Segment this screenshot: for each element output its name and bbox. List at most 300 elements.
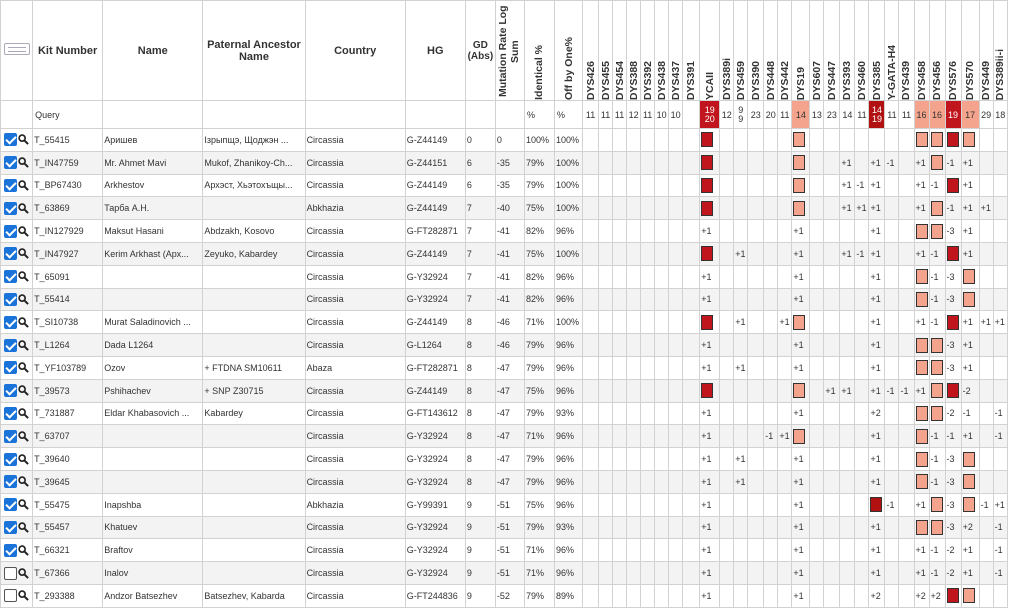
marker-cell: +1 [855, 197, 869, 220]
marker-cell [734, 288, 748, 311]
marker-cell: -1 [885, 151, 899, 174]
marker-cell [840, 493, 855, 516]
marker-cell: +1 [979, 197, 993, 220]
marker-cell [810, 220, 824, 243]
marker-cell: -3 [945, 516, 961, 539]
table-row[interactable] [1, 562, 1008, 585]
magnify-icon[interactable] [18, 134, 29, 145]
table-row[interactable] [1, 516, 1008, 539]
header-country[interactable]: Country [305, 1, 405, 101]
marker-label: DYS447 [825, 60, 838, 100]
marker-cell [613, 493, 627, 516]
table-row[interactable] [1, 129, 1008, 152]
row-checkbox[interactable] [4, 270, 17, 283]
marker-cell [778, 151, 792, 174]
header-marker[interactable] [627, 1, 641, 101]
table-row[interactable] [1, 584, 1008, 607]
hg-cell: G-Y32924 [405, 448, 465, 471]
marker-cell [993, 242, 1007, 265]
marker-cell [855, 493, 869, 516]
marker-cell: +1 [700, 402, 720, 425]
marker-cell [583, 220, 599, 243]
magnify-icon[interactable] [18, 385, 29, 396]
header-hg[interactable]: HG [405, 1, 465, 101]
marker-cell [734, 379, 748, 402]
ancestor-cell [203, 562, 305, 585]
row-checkbox[interactable] [4, 339, 17, 352]
marker-cell [655, 311, 669, 334]
header-marker[interactable] [734, 1, 748, 101]
magnify-icon[interactable] [18, 157, 29, 168]
marker-cell: +1 [792, 539, 810, 562]
marker-cell [734, 129, 748, 152]
marker-highlight-box [793, 315, 805, 330]
row-checkbox[interactable] [4, 475, 17, 488]
marker-cell [885, 311, 899, 334]
table-row[interactable] [1, 174, 1008, 197]
row-checkbox[interactable] [4, 589, 17, 602]
name-cell: Mr. Ahmet Mavi [103, 151, 203, 174]
kit-number-cell[interactable]: T_39640 [33, 448, 103, 471]
marker-cell: +1 [792, 356, 810, 379]
header-marker[interactable] [764, 1, 778, 101]
kit-number-cell[interactable]: T_BP67430 [33, 174, 103, 197]
mutation-cell: -41 [495, 242, 524, 265]
header-marker[interactable] [599, 1, 613, 101]
row-checkbox[interactable] [4, 384, 17, 397]
marker-cell [627, 334, 641, 357]
marker-cell: -2 [961, 379, 979, 402]
marker-cell [720, 562, 734, 585]
magnify-icon[interactable] [18, 545, 29, 556]
table-row[interactable] [1, 470, 1008, 493]
kit-number-cell[interactable]: T_39573 [33, 379, 103, 402]
kit-number-cell[interactable]: T_55475 [33, 493, 103, 516]
marker-highlight-box [931, 338, 943, 353]
query-marker-value: 11 [778, 101, 792, 129]
country-cell: Circassia [305, 220, 405, 243]
marker-highlight-box [916, 360, 928, 375]
magnify-icon[interactable] [18, 248, 29, 259]
marker-cell [700, 242, 720, 265]
marker-cell: +1 [792, 493, 810, 516]
magnify-icon[interactable] [18, 522, 29, 533]
marker-cell [613, 129, 627, 152]
magnify-icon[interactable] [18, 317, 29, 328]
marker-cell [993, 129, 1007, 152]
table-row[interactable] [1, 265, 1008, 288]
kit-number-cell[interactable]: T_66321 [33, 539, 103, 562]
magnify-icon[interactable] [18, 476, 29, 487]
marker-label: DYS442 [778, 60, 791, 100]
marker-cell [855, 516, 869, 539]
table-row[interactable] [1, 448, 1008, 471]
marker-cell [899, 562, 914, 585]
mutation-cell: -52 [495, 584, 524, 607]
query-marker-value: 16 [929, 101, 945, 129]
country-cell: Circassia [305, 539, 405, 562]
hg-cell: G-Z44149 [405, 242, 465, 265]
kit-number-cell[interactable]: T_67366 [33, 562, 103, 585]
header-paternal-ancestor[interactable]: Paternal Ancestor Name [203, 1, 305, 101]
marker-cell [824, 311, 840, 334]
table-row[interactable] [1, 425, 1008, 448]
header-marker[interactable] [869, 1, 885, 101]
row-checkbox[interactable] [4, 156, 17, 169]
kit-number-cell[interactable]: T_39645 [33, 470, 103, 493]
header-marker[interactable] [840, 1, 855, 101]
marker-cell [748, 265, 764, 288]
magnify-icon[interactable] [18, 590, 29, 601]
marker-cell [778, 379, 792, 402]
kit-number-cell[interactable]: T_63707 [33, 425, 103, 448]
table-row[interactable] [1, 242, 1008, 265]
table-row[interactable] [1, 311, 1008, 334]
marker-cell [993, 220, 1007, 243]
row-checkbox[interactable] [4, 407, 17, 420]
marker-cell [669, 220, 683, 243]
table-row[interactable] [1, 220, 1008, 243]
marker-cell [720, 334, 734, 357]
table-row[interactable] [1, 539, 1008, 562]
kit-number-cell[interactable]: T_65091 [33, 265, 103, 288]
kit-number-cell[interactable]: T_IN47759 [33, 151, 103, 174]
marker-cell: +1 [961, 311, 979, 334]
marker-cell [613, 584, 627, 607]
marker-cell: +1 [961, 220, 979, 243]
marker-highlight-box [793, 178, 805, 193]
table-row[interactable] [1, 151, 1008, 174]
marker-cell [993, 470, 1007, 493]
table-row[interactable] [1, 288, 1008, 311]
marker-cell: -1 [885, 379, 899, 402]
magnify-icon[interactable] [18, 203, 29, 214]
row-checkbox[interactable] [4, 453, 17, 466]
magnify-icon[interactable] [18, 454, 29, 465]
hg-cell: G-L1264 [405, 334, 465, 357]
marker-cell [683, 448, 700, 471]
marker-label: DYS455 [599, 60, 612, 100]
marker-cell [914, 265, 929, 288]
marker-cell [641, 539, 655, 562]
marker-cell [720, 402, 734, 425]
header-marker[interactable] [655, 1, 669, 101]
magnify-icon[interactable] [18, 271, 29, 282]
marker-cell [669, 448, 683, 471]
mutation-cell: -51 [495, 493, 524, 516]
magnify-icon[interactable] [18, 294, 29, 305]
marker-cell [583, 470, 599, 493]
marker-cell [824, 197, 840, 220]
marker-cell [885, 220, 899, 243]
header-marker[interactable] [885, 1, 899, 101]
marker-cell: +1 [914, 242, 929, 265]
marker-label: DYS19 [794, 66, 807, 100]
table-row[interactable] [1, 402, 1008, 425]
marker-cell [764, 265, 778, 288]
mutation-cell: -40 [495, 197, 524, 220]
marker-cell: -1 [929, 470, 945, 493]
row-checkbox[interactable] [4, 202, 17, 215]
header-marker[interactable] [929, 1, 945, 101]
marker-cell [778, 197, 792, 220]
name-cell: Inalov [103, 562, 203, 585]
header-marker[interactable] [641, 1, 655, 101]
marker-cell [840, 470, 855, 493]
marker-cell [993, 379, 1007, 402]
header-marker[interactable] [979, 1, 993, 101]
table-row[interactable] [1, 493, 1008, 516]
ancestor-cell [203, 288, 305, 311]
marker-cell [979, 379, 993, 402]
header-marker[interactable] [613, 1, 627, 101]
kit-number-cell[interactable]: T_731887 [33, 402, 103, 425]
marker-cell [641, 356, 655, 379]
column-select-icon[interactable] [4, 43, 30, 55]
kit-number-cell[interactable]: T_55457 [33, 516, 103, 539]
marker-cell: +1 [914, 174, 929, 197]
marker-cell [720, 379, 734, 402]
header-marker[interactable] [669, 1, 683, 101]
marker-cell [840, 288, 855, 311]
ancestor-cell: Mukof, Zhanikoy-Ch... [203, 151, 305, 174]
marker-cell [929, 379, 945, 402]
marker-cell [683, 584, 700, 607]
marker-cell: -1 [899, 379, 914, 402]
kit-number-cell[interactable]: T_L1264 [33, 334, 103, 357]
marker-cell [641, 197, 655, 220]
table-row[interactable] [1, 379, 1008, 402]
marker-cell [734, 493, 748, 516]
marker-cell [683, 539, 700, 562]
header-identical[interactable] [524, 1, 554, 101]
magnify-icon[interactable] [18, 431, 29, 442]
row-checkbox[interactable] [4, 544, 17, 557]
header-marker[interactable] [683, 1, 700, 101]
marker-cell [840, 220, 855, 243]
magnify-icon[interactable] [18, 180, 29, 191]
marker-cell [599, 425, 613, 448]
header-marker[interactable] [899, 1, 914, 101]
marker-cell [641, 425, 655, 448]
row-checkbox[interactable] [4, 430, 17, 443]
marker-cell [641, 151, 655, 174]
marker-cell [683, 311, 700, 334]
gd-cell: 8 [465, 425, 495, 448]
marker-cell [885, 539, 899, 562]
marker-cell: -1 [945, 197, 961, 220]
marker-cell [764, 220, 778, 243]
off-by-one-cell: 96% [555, 334, 583, 357]
name-cell: Аришев [103, 129, 203, 152]
marker-cell [840, 539, 855, 562]
marker-cell [764, 379, 778, 402]
header-marker[interactable] [720, 1, 734, 101]
query-marker-value: 23 [748, 101, 764, 129]
kit-number-cell[interactable]: T_55415 [33, 129, 103, 152]
marker-cell [885, 402, 899, 425]
name-cell: Murat Saladinovich ... [103, 311, 203, 334]
marker-cell [641, 516, 655, 539]
hg-cell: G-Y32924 [405, 470, 465, 493]
marker-cell: +1 [792, 516, 810, 539]
marker-highlight-box [916, 132, 928, 147]
marker-cell [583, 242, 599, 265]
marker-cell [748, 288, 764, 311]
marker-cell [792, 311, 810, 334]
marker-cell [993, 334, 1007, 357]
header-kit-number[interactable]: Kit Number [33, 1, 103, 101]
marker-cell: +1 [700, 220, 720, 243]
select-column-header[interactable] [1, 1, 33, 101]
row-checkbox[interactable] [4, 316, 17, 329]
query-marker-value: 14 19 [869, 101, 885, 129]
kit-number-cell[interactable]: T_55414 [33, 288, 103, 311]
header-marker[interactable] [810, 1, 824, 101]
row-checkbox[interactable] [4, 361, 17, 374]
marker-cell [583, 174, 599, 197]
kit-number-cell[interactable]: T_63869 [33, 197, 103, 220]
marker-cell [734, 516, 748, 539]
marker-cell [720, 448, 734, 471]
header-gd[interactable]: GD (Abs) [465, 1, 495, 101]
marker-cell: +1 [840, 151, 855, 174]
marker-cell: -1 [929, 425, 945, 448]
row-checkbox[interactable] [4, 133, 17, 146]
marker-cell: -1 [993, 516, 1007, 539]
query-marker-value: 18 [993, 101, 1007, 129]
marker-cell: +1 [778, 311, 792, 334]
row-checkbox[interactable] [4, 498, 17, 511]
marker-cell [979, 334, 993, 357]
marker-label: DYS454 [613, 60, 626, 100]
header-name[interactable]: Name [103, 1, 203, 101]
kit-number-cell[interactable]: T_293388 [33, 584, 103, 607]
marker-label: DYS459 [734, 60, 747, 100]
marker-cell [764, 129, 778, 152]
marker-cell: +1 [914, 197, 929, 220]
header-marker[interactable] [945, 1, 961, 101]
marker-cell [669, 470, 683, 493]
marker-cell: +1 [869, 425, 885, 448]
marker-cell [979, 174, 993, 197]
kit-number-cell[interactable]: T_IN127929 [33, 220, 103, 243]
kit-number-cell[interactable]: T_YF103789 [33, 356, 103, 379]
marker-cell [885, 356, 899, 379]
marker-cell [669, 402, 683, 425]
marker-cell [778, 174, 792, 197]
magnify-icon[interactable] [18, 226, 29, 237]
header-marker[interactable] [914, 1, 929, 101]
marker-highlight-box [963, 474, 975, 489]
header-marker[interactable] [855, 1, 869, 101]
marker-cell [914, 425, 929, 448]
name-cell: Dada L1264 [103, 334, 203, 357]
marker-cell [810, 425, 824, 448]
marker-cell [655, 242, 669, 265]
header-marker[interactable] [583, 1, 599, 101]
marker-cell [885, 129, 899, 152]
row-checkbox[interactable] [4, 521, 17, 534]
marker-cell [824, 562, 840, 585]
mutation-cell: -41 [495, 265, 524, 288]
header-marker[interactable] [824, 1, 840, 101]
marker-cell [961, 493, 979, 516]
country-cell: Circassia [305, 242, 405, 265]
marker-cell: +1 [914, 539, 929, 562]
marker-cell [899, 539, 914, 562]
header-marker[interactable] [993, 1, 1007, 101]
marker-cell: +1 [700, 562, 720, 585]
ancestor-cell [203, 197, 305, 220]
off-by-one-cell: 96% [555, 356, 583, 379]
marker-cell [669, 356, 683, 379]
marker-cell: +1 [869, 242, 885, 265]
marker-cell [655, 334, 669, 357]
marker-cell [885, 242, 899, 265]
row-checkbox[interactable] [4, 179, 17, 192]
row-checkbox[interactable] [4, 293, 17, 306]
row-checkbox[interactable] [4, 567, 17, 580]
marker-cell: -1 [764, 425, 778, 448]
magnify-icon[interactable] [18, 340, 29, 351]
row-checkbox[interactable] [4, 247, 17, 260]
table-row[interactable] [1, 356, 1008, 379]
marker-cell [720, 470, 734, 493]
marker-cell [961, 265, 979, 288]
marker-cell: +1 [700, 470, 720, 493]
magnify-icon[interactable] [18, 568, 29, 579]
marker-cell [583, 311, 599, 334]
header-marker[interactable] [778, 1, 792, 101]
marker-cell: +1 [961, 197, 979, 220]
marker-cell [764, 402, 778, 425]
header-marker[interactable] [748, 1, 764, 101]
gd-cell: 7 [465, 220, 495, 243]
marker-highlight-box [963, 452, 975, 467]
marker-cell [979, 129, 993, 152]
marker-highlight-box [701, 383, 713, 398]
header-mutation-rate[interactable] [495, 1, 524, 101]
marker-cell: +1 [700, 334, 720, 357]
marker-cell [961, 470, 979, 493]
table-row[interactable] [1, 197, 1008, 220]
magnify-icon[interactable] [18, 362, 29, 373]
ancestor-cell: Ізрыпщэ, Щоджэн ... [203, 129, 305, 152]
marker-cell: -1 [993, 402, 1007, 425]
header-marker[interactable] [700, 1, 720, 101]
gd-cell: 9 [465, 584, 495, 607]
name-cell [103, 265, 203, 288]
kit-number-cell[interactable]: T_IN47927 [33, 242, 103, 265]
marker-cell [627, 516, 641, 539]
marker-cell [641, 448, 655, 471]
magnify-icon[interactable] [18, 408, 29, 419]
marker-cell [824, 220, 840, 243]
marker-highlight-box [931, 497, 943, 512]
kit-number-cell[interactable]: T_SI10738 [33, 311, 103, 334]
header-marker[interactable] [961, 1, 979, 101]
marker-cell [748, 448, 764, 471]
marker-cell [700, 174, 720, 197]
table-row[interactable] [1, 334, 1008, 357]
row-checkbox[interactable] [4, 225, 17, 238]
marker-cell [613, 425, 627, 448]
header-marker[interactable] [792, 1, 810, 101]
marker-cell: +2 [914, 584, 929, 607]
magnify-icon[interactable] [18, 499, 29, 510]
header-off-by-one[interactable] [555, 1, 583, 101]
